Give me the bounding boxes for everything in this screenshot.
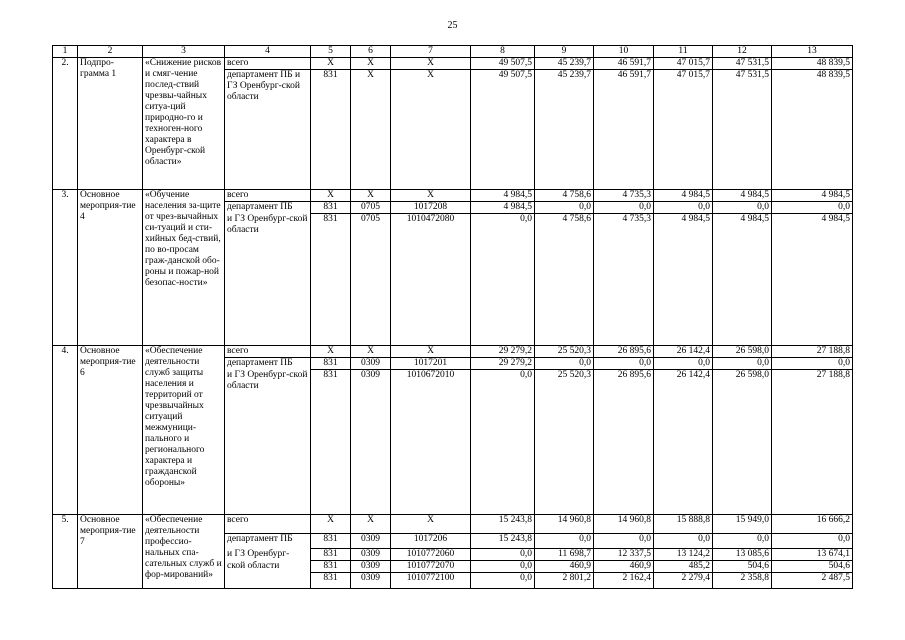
grbs-code-cell: 831 xyxy=(311,549,351,561)
amount-cell: 4 984,5 xyxy=(471,190,535,202)
column-header: 9 xyxy=(535,46,594,58)
amount-cell: 14 960,8 xyxy=(535,515,594,534)
amount-cell: 29 279,2 xyxy=(471,346,535,358)
amount-cell: 460,9 xyxy=(594,561,654,573)
section-code-cell: Х xyxy=(351,515,391,534)
amount-cell: 47 015,7 xyxy=(654,58,713,70)
amount-cell: 4 984,5 xyxy=(772,190,853,202)
grbs-code-cell: Х xyxy=(311,346,351,358)
grbs-code-cell: 831 xyxy=(311,358,351,370)
item-name-cell: «Обучение населения за-щите от чрез-вычайных си-туаций и сти-хийных бед-ствий, по во-просам граж-данской обо-роны и пожар-ной безопас-ности» xyxy=(143,190,225,346)
amount-cell: 0,0 xyxy=(535,534,594,549)
target-code-cell: Х xyxy=(391,346,471,358)
column-header: 13 xyxy=(772,46,853,58)
amount-cell: 0,0 xyxy=(535,202,594,214)
amount-cell: 4 984,5 xyxy=(654,214,713,346)
amount-cell: 2 487,5 xyxy=(772,573,853,589)
responsible-cell: департамент ПБ xyxy=(225,534,311,549)
amount-cell: 2 801,2 xyxy=(535,573,594,589)
target-code-cell: Х xyxy=(391,190,471,202)
amount-cell: 26 598,0 xyxy=(713,346,772,358)
table-row xyxy=(53,515,853,534)
amount-cell: 15 949,0 xyxy=(713,515,772,534)
responsible-cell: и ГЗ Оренбург-ской области xyxy=(225,370,311,515)
amount-cell: 25 520,3 xyxy=(535,370,594,515)
row-number-cell: 5. xyxy=(53,515,78,589)
target-code-cell: Х xyxy=(391,58,471,70)
amount-cell: 26 142,4 xyxy=(654,370,713,515)
column-header: 3 xyxy=(143,46,225,58)
column-header: 6 xyxy=(351,46,391,58)
amount-cell: 0,0 xyxy=(713,202,772,214)
amount-cell: 0,0 xyxy=(594,202,654,214)
target-code-cell: 1010672010 xyxy=(391,370,471,515)
amount-cell: 46 591,7 xyxy=(594,58,654,70)
grbs-code-cell: Х xyxy=(311,58,351,70)
column-header: 12 xyxy=(713,46,772,58)
amount-cell: 13 674,1 xyxy=(772,549,853,561)
amount-cell: 504,6 xyxy=(772,561,853,573)
budget-table xyxy=(52,45,853,589)
responsible-cell: ской области xyxy=(225,561,311,589)
amount-cell: 0,0 xyxy=(471,549,535,561)
row-number-cell: 4. xyxy=(53,346,78,515)
amount-cell: 4 758,6 xyxy=(535,190,594,202)
amount-cell: 27 188,8 xyxy=(772,346,853,358)
responsible-cell: и ГЗ Оренбург- xyxy=(225,549,311,561)
amount-cell: 4 984,5 xyxy=(654,190,713,202)
amount-cell: 15 243,8 xyxy=(471,515,535,534)
item-name-cell: «Обеспечение деятельности професcио-нальных спа-сательных служб и фор-мирований» xyxy=(143,515,225,589)
column-header: 5 xyxy=(311,46,351,58)
amount-cell: 0,0 xyxy=(772,202,853,214)
target-code-cell: Х xyxy=(391,70,471,190)
amount-cell: 4 984,5 xyxy=(713,190,772,202)
amount-cell: 460,9 xyxy=(535,561,594,573)
section-code-cell: 0309 xyxy=(351,358,391,370)
amount-cell: 16 666,2 xyxy=(772,515,853,534)
target-code-cell: 1010772100 xyxy=(391,573,471,589)
grbs-code-cell: 831 xyxy=(311,534,351,549)
amount-cell: 45 239,7 xyxy=(535,70,594,190)
amount-cell: 0,0 xyxy=(713,534,772,549)
grbs-code-cell: 831 xyxy=(311,202,351,214)
header-row xyxy=(53,46,853,58)
amount-cell: 0,0 xyxy=(471,370,535,515)
amount-cell: 4 984,5 xyxy=(772,214,853,346)
amount-cell: 25 520,3 xyxy=(535,346,594,358)
amount-cell: 26 895,6 xyxy=(594,370,654,515)
amount-cell: 4 735,3 xyxy=(594,214,654,346)
amount-cell: 48 839,5 xyxy=(772,58,853,70)
responsible-cell: департамент ПБ и ГЗ Оренбург-ской области xyxy=(225,70,311,190)
amount-cell: 0,0 xyxy=(713,358,772,370)
target-code-cell: 1017208 xyxy=(391,202,471,214)
item-type-cell: Подпро- грамма 1 xyxy=(78,58,143,190)
section-code-cell: Х xyxy=(351,70,391,190)
amount-cell: 4 758,6 xyxy=(535,214,594,346)
amount-cell: 48 839,5 xyxy=(772,70,853,190)
item-type-cell: Основное мероприя-тие 4 xyxy=(78,190,143,346)
responsible-cell: и ГЗ Оренбург-ской области xyxy=(225,214,311,346)
section-code-cell: 0705 xyxy=(351,214,391,346)
responsible-cell: департамент ПБ xyxy=(225,202,311,214)
item-name-cell: «Обеспечение деятельности служб защиты населения и территорий от чрезвычайных ситуаций межмуници-пального и регионального характера и гражданской обороны» xyxy=(143,346,225,515)
amount-cell: 485,2 xyxy=(654,561,713,573)
table-row xyxy=(53,58,853,70)
amount-cell: 12 337,5 xyxy=(594,549,654,561)
page-number: 25 xyxy=(447,20,458,31)
responsible-cell: всего xyxy=(225,515,311,534)
target-code-cell: 1010472080 xyxy=(391,214,471,346)
item-name-cell: «Снижение рисков и смяг-чение послед-ствий чрезвы-чайных ситуа-ций природно-го и техноген-ного характера в Оренбург-ской области» xyxy=(143,58,225,190)
amount-cell: 14 960,8 xyxy=(594,515,654,534)
amount-cell: 0,0 xyxy=(654,534,713,549)
table-row xyxy=(53,346,853,358)
amount-cell: 13 085,6 xyxy=(713,549,772,561)
amount-cell: 49 507,5 xyxy=(471,58,535,70)
section-code-cell: Х xyxy=(351,190,391,202)
amount-cell: 0,0 xyxy=(772,358,853,370)
target-code-cell: 1010772060 xyxy=(391,549,471,561)
amount-cell: 15 243,8 xyxy=(471,534,535,549)
amount-cell: 26 895,6 xyxy=(594,346,654,358)
amount-cell: 47 531,5 xyxy=(713,58,772,70)
amount-cell: 504,6 xyxy=(713,561,772,573)
amount-cell: 26 598,0 xyxy=(713,370,772,515)
amount-cell: 2 358,8 xyxy=(713,573,772,589)
amount-cell: 29 279,2 xyxy=(471,358,535,370)
table-row xyxy=(53,190,853,202)
amount-cell: 0,0 xyxy=(654,202,713,214)
target-code-cell: 1017201 xyxy=(391,358,471,370)
row-number-cell: 2. xyxy=(53,58,78,190)
column-header: 1 xyxy=(53,46,78,58)
amount-cell: 2 162,4 xyxy=(594,573,654,589)
grbs-code-cell: 831 xyxy=(311,70,351,190)
amount-cell: 0,0 xyxy=(471,214,535,346)
amount-cell: 49 507,5 xyxy=(471,70,535,190)
section-code-cell: 0309 xyxy=(351,573,391,589)
amount-cell: 26 142,4 xyxy=(654,346,713,358)
grbs-code-cell: 831 xyxy=(311,573,351,589)
amount-cell: 46 591,7 xyxy=(594,70,654,190)
amount-cell: 47 531,5 xyxy=(713,70,772,190)
amount-cell: 4 984,5 xyxy=(713,214,772,346)
responsible-cell: всего xyxy=(225,190,311,202)
amount-cell: 45 239,7 xyxy=(535,58,594,70)
grbs-code-cell: 831 xyxy=(311,370,351,515)
row-number-cell: 3. xyxy=(53,190,78,346)
grbs-code-cell: 831 xyxy=(311,561,351,573)
column-header: 4 xyxy=(225,46,311,58)
section-code-cell: Х xyxy=(351,58,391,70)
column-header: 11 xyxy=(654,46,713,58)
amount-cell: 11 698,7 xyxy=(535,549,594,561)
amount-cell: 0,0 xyxy=(594,534,654,549)
amount-cell: 4 984,5 xyxy=(471,202,535,214)
column-header: 7 xyxy=(391,46,471,58)
amount-cell: 2 279,4 xyxy=(654,573,713,589)
item-type-cell: Основное мероприя-тие 6 xyxy=(78,346,143,515)
section-code-cell: 0705 xyxy=(351,202,391,214)
amount-cell: 47 015,7 xyxy=(654,70,713,190)
target-code-cell: 1010772070 xyxy=(391,561,471,573)
column-header: 2 xyxy=(78,46,143,58)
grbs-code-cell: Х xyxy=(311,515,351,534)
section-code-cell: Х xyxy=(351,346,391,358)
target-code-cell: 1017206 xyxy=(391,534,471,549)
amount-cell: 0,0 xyxy=(471,561,535,573)
amount-cell: 13 124,2 xyxy=(654,549,713,561)
amount-cell: 27 188,8 xyxy=(772,370,853,515)
amount-cell: 0,0 xyxy=(471,573,535,589)
amount-cell: 0,0 xyxy=(654,358,713,370)
grbs-code-cell: Х xyxy=(311,190,351,202)
amount-cell: 4 735,3 xyxy=(594,190,654,202)
section-code-cell: 0309 xyxy=(351,561,391,573)
amount-cell: 0,0 xyxy=(594,358,654,370)
target-code-cell: Х xyxy=(391,515,471,534)
responsible-cell: всего xyxy=(225,58,311,70)
responsible-cell: департамент ПБ xyxy=(225,358,311,370)
amount-cell: 0,0 xyxy=(772,534,853,549)
column-header: 8 xyxy=(471,46,535,58)
section-code-cell: 0309 xyxy=(351,370,391,515)
amount-cell: 0,0 xyxy=(535,358,594,370)
responsible-cell: всего xyxy=(225,346,311,358)
column-header: 10 xyxy=(594,46,654,58)
grbs-code-cell: 831 xyxy=(311,214,351,346)
amount-cell: 15 888,8 xyxy=(654,515,713,534)
item-type-cell: Основное мероприя-тие 7 xyxy=(78,515,143,589)
section-code-cell: 0309 xyxy=(351,534,391,549)
section-code-cell: 0309 xyxy=(351,549,391,561)
